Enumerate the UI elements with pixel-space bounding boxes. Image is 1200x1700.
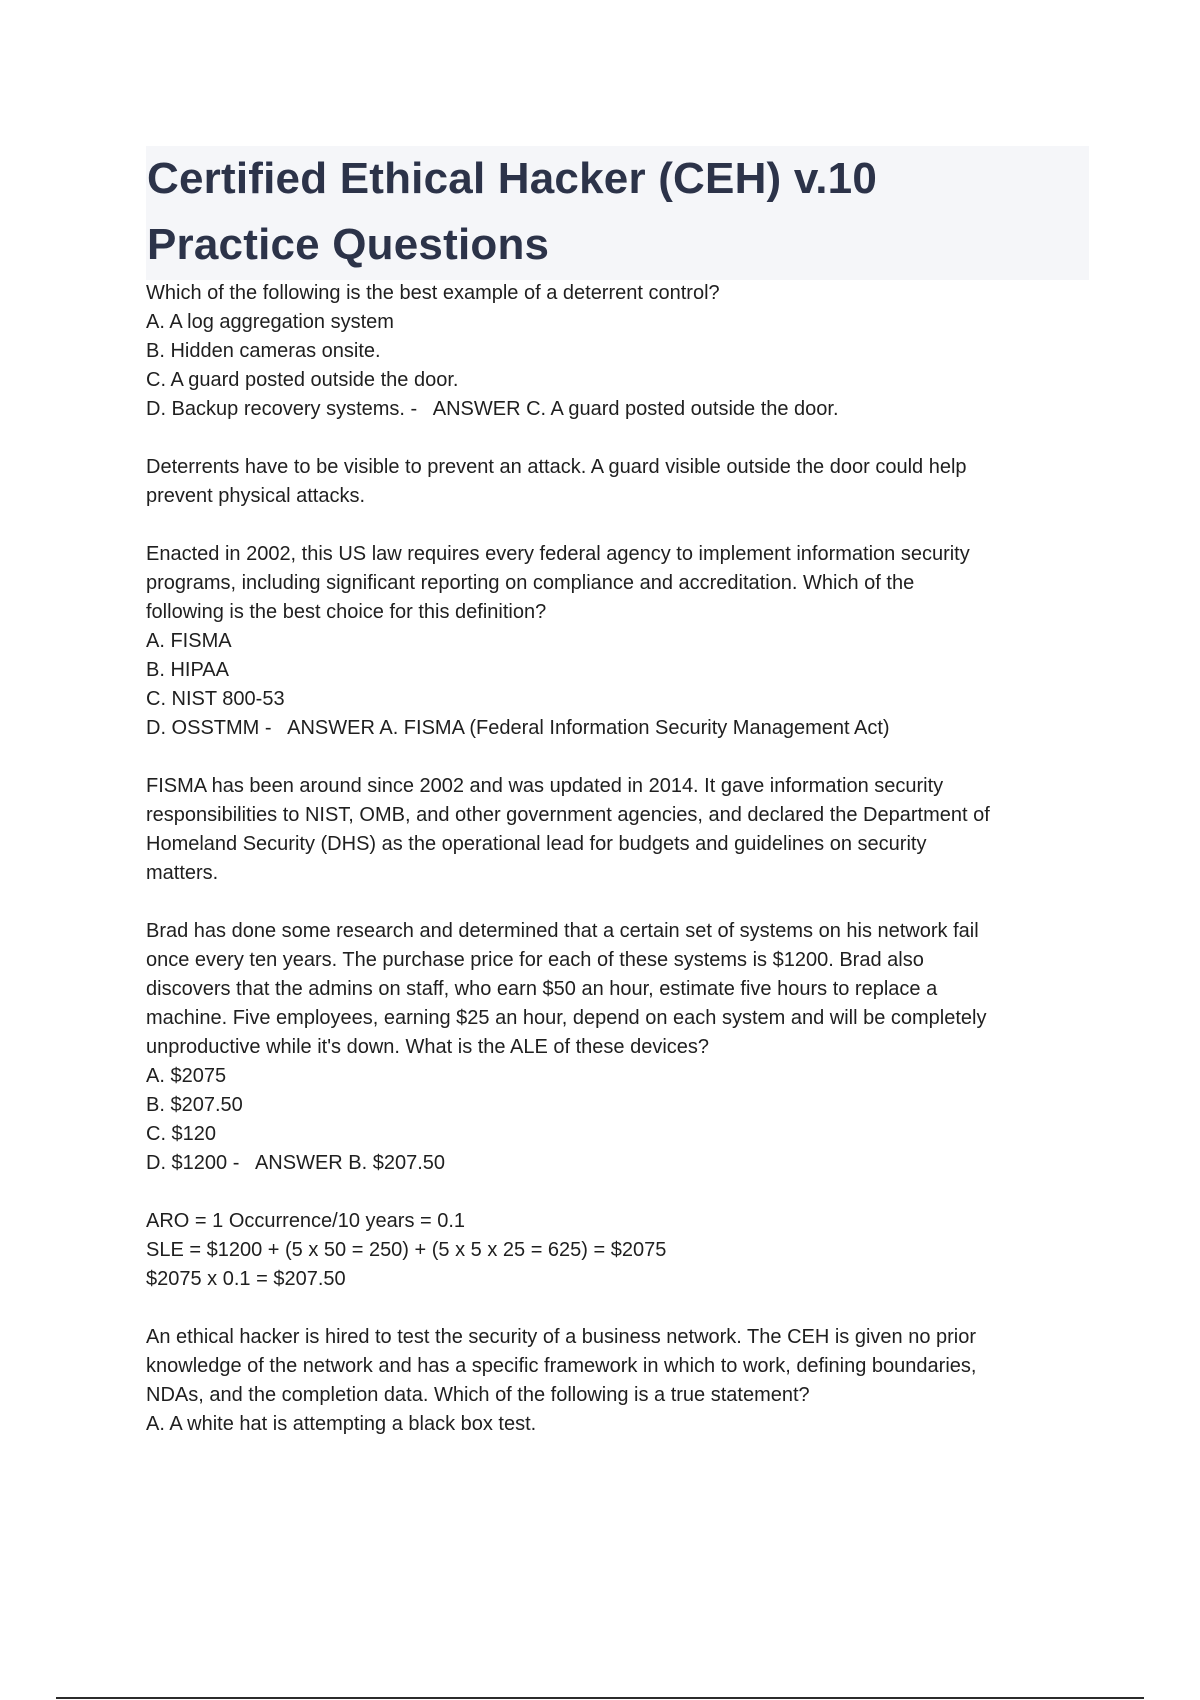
question-1 <box>146 279 1096 511</box>
option-a: A. A log aggregation system <box>146 311 394 333</box>
option-d-answer: D. Backup recovery systems. - ANSWER C. A guard posted outside the door. <box>146 398 839 420</box>
question-2 <box>146 540 1096 888</box>
explanation-line: Homeland Security (DHS) as the operational lead for budgets and guidelines on security <box>146 833 927 855</box>
question-text-line: Brad has done some research and determined that a certain set of systems on his network fail <box>146 920 979 942</box>
option-a: A. $2075 <box>146 1065 227 1087</box>
question-3 <box>146 917 1096 1294</box>
explanation-line: $2075 x 0.1 = $207.50 <box>146 1268 346 1290</box>
spacer <box>146 743 1096 772</box>
option-b: B. HIPAA <box>146 659 229 681</box>
question-text-line: discovers that the admins on staff, who earn $50 an hour, estimate five hours to replace a <box>146 978 938 1000</box>
option-d-answer: D. OSSTMM - ANSWER A. FISMA (Federal Information Security Management Act) <box>146 717 890 739</box>
explanation-line: responsibilities to NIST, OMB, and other government agencies, and declared the Department of <box>146 804 990 826</box>
page-bottom-rule <box>56 1697 1144 1699</box>
title-line-2: Practice Questions <box>147 220 550 269</box>
spacer <box>146 1294 1096 1323</box>
explanation-line: SLE = $1200 + (5 x 50 = 250) + (5 x 5 x 25 = 625) = $2075 <box>146 1239 667 1261</box>
option-a: A. FISMA <box>146 630 232 652</box>
option-b: B. $207.50 <box>146 1094 243 1116</box>
spacer <box>146 511 1096 540</box>
title-line-1: Certified Ethical Hacker (CEH) v.10 <box>147 154 877 203</box>
option-c: C. A guard posted outside the door. <box>146 369 459 391</box>
spacer <box>146 424 1096 453</box>
spacer <box>146 888 1096 917</box>
document-title <box>146 146 1089 280</box>
question-text-line: machine. Five employees, earning $25 an hour, depend on each system and will be completely <box>146 1007 987 1029</box>
explanation-line: FISMA has been around since 2002 and was updated in 2014. It gave information security <box>146 775 944 797</box>
question-text-line: programs, including significant reporting on compliance and accreditation. Which of the <box>146 572 915 594</box>
question-text-line: Enacted in 2002, this US law requires every federal agency to implement information security <box>146 543 970 565</box>
option-d-answer: D. $1200 - ANSWER B. $207.50 <box>146 1152 446 1174</box>
explanation-line: matters. <box>146 862 219 884</box>
spacer <box>146 1178 1096 1207</box>
option-c: C. $120 <box>146 1123 217 1145</box>
document-body <box>146 279 1096 1439</box>
question-text-line: NDAs, and the completion data. Which of the following is a true statement? <box>146 1384 810 1406</box>
explanation-line: ARO = 1 Occurrence/10 years = 0.1 <box>146 1210 466 1232</box>
option-b: B. Hidden cameras onsite. <box>146 340 381 362</box>
question-text: Which of the following is the best example of a deterrent control? <box>146 282 720 304</box>
option-a: A. A white hat is attempting a black box test. <box>146 1413 537 1435</box>
question-4 <box>146 1323 1096 1439</box>
explanation-line: prevent physical attacks. <box>146 485 365 507</box>
explanation-line: Deterrents have to be visible to prevent an attack. A guard visible outside the door could help <box>146 456 967 478</box>
question-text-line: An ethical hacker is hired to test the security of a business network. The CEH is given no prior <box>146 1326 977 1348</box>
question-text-line: knowledge of the network and has a specific framework in which to work, defining boundaries, <box>146 1355 977 1377</box>
question-text-line: following is the best choice for this definition? <box>146 601 547 623</box>
option-c: C. NIST 800-53 <box>146 688 285 710</box>
question-text-line: unproductive while it's down. What is the ALE of these devices? <box>146 1036 710 1058</box>
question-text-line: once every ten years. The purchase price for each of these systems is $1200. Brad also <box>146 949 924 971</box>
